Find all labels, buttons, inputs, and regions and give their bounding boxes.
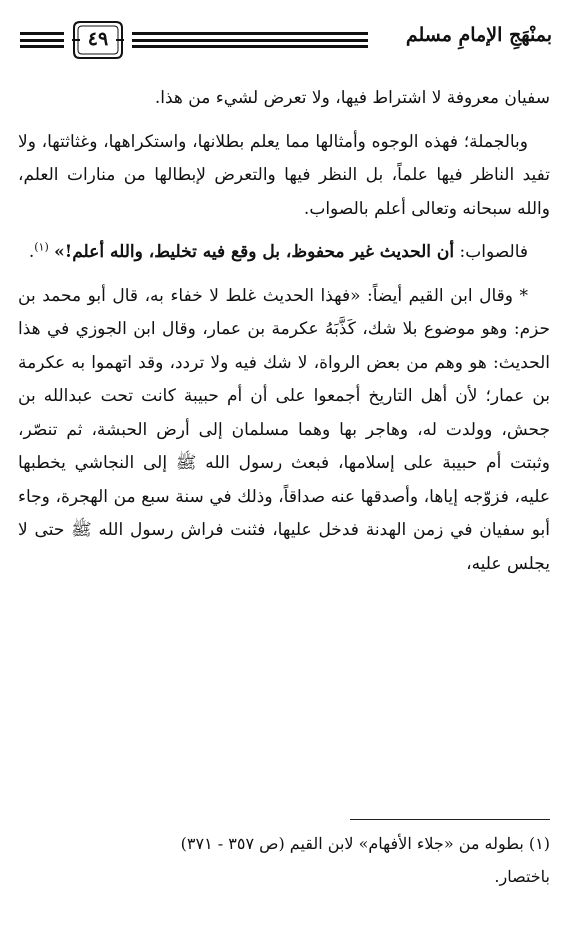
page-number-badge <box>70 18 126 62</box>
header-rule-left <box>20 32 64 48</box>
footnote-line-1: (١) بطوله من «جلاء الأفهام» لابن القيم (ص ٣٥٧ - ٣٧١) <box>180 834 550 853</box>
page-number: ٤٩ <box>87 28 109 50</box>
paragraph-3-conclusion: أن الحديث غير محفوظ، بل وقع فيه تخليط، والله أعلم!» <box>54 242 455 262</box>
paragraph-1: سفيان معروفة لا اشتراط فيها، ولا تعرض لشيء من هذا. <box>154 88 550 108</box>
footnote <box>18 827 550 893</box>
footnote-line-2: باختصار. <box>494 867 550 886</box>
running-title: بمنْهَجِ الإمامِ مسلم <box>405 24 552 46</box>
header-rule-middle <box>132 32 368 48</box>
footnote-divider <box>350 819 550 820</box>
paragraph-2: وبالجملة؛ فهذه الوجوه وأمثالها مما يعلم بطلانها، واستكراهها، وغثاثتها، ولا تفيد الناظر فيها علماً، بل النظر فيها والتعرض لإبطالها من منارات العلم، والله سبحانه وتعالى أعلم بالصواب. <box>18 131 550 219</box>
paragraph-3-end: . <box>28 242 35 262</box>
page-header <box>14 14 552 66</box>
footnote-reference: (١) <box>34 240 49 254</box>
paragraph-3 <box>18 236 550 270</box>
main-text <box>18 82 550 581</box>
paragraph-3-lead: فالصواب: <box>459 242 528 262</box>
paragraph-4: * وقال ابن القيم أيضاً: «فهذا الحديث غلط لا خفاء به، قال أبو محمد بن حزم: وهو موضوع بلا شك، كَذَّبَهُ عكرمة بن عمار، وقال ابن الجوزي في هذا الحديث: هو وهم من بعض الرواة، لا شك فيه ولا تردد، وقد اتهموا به عكرمة بن عمار؛ لأن أهل التاريخ أجمعوا على أن أم حبيبة كانت تحت عبدالله بن جحش، وولدت له، وهاجر بها وهما مسلمان إلى أرض الحبشة، ثم تنصّر، وثبتت أم حبيبة على إسلامها، فبعث رسول الله ﷺ إلى النجاشي يخطبها عليه، فزوّجه إياها، وأصدقها عنه صداقاً، وذلك في سنة سبع من الهجرة، وجاء أبو سفيان في زمن الهدنة فدخل عليها، فثنت فراش رسول الله ﷺ حتى لا يجلس عليه، <box>18 285 550 574</box>
